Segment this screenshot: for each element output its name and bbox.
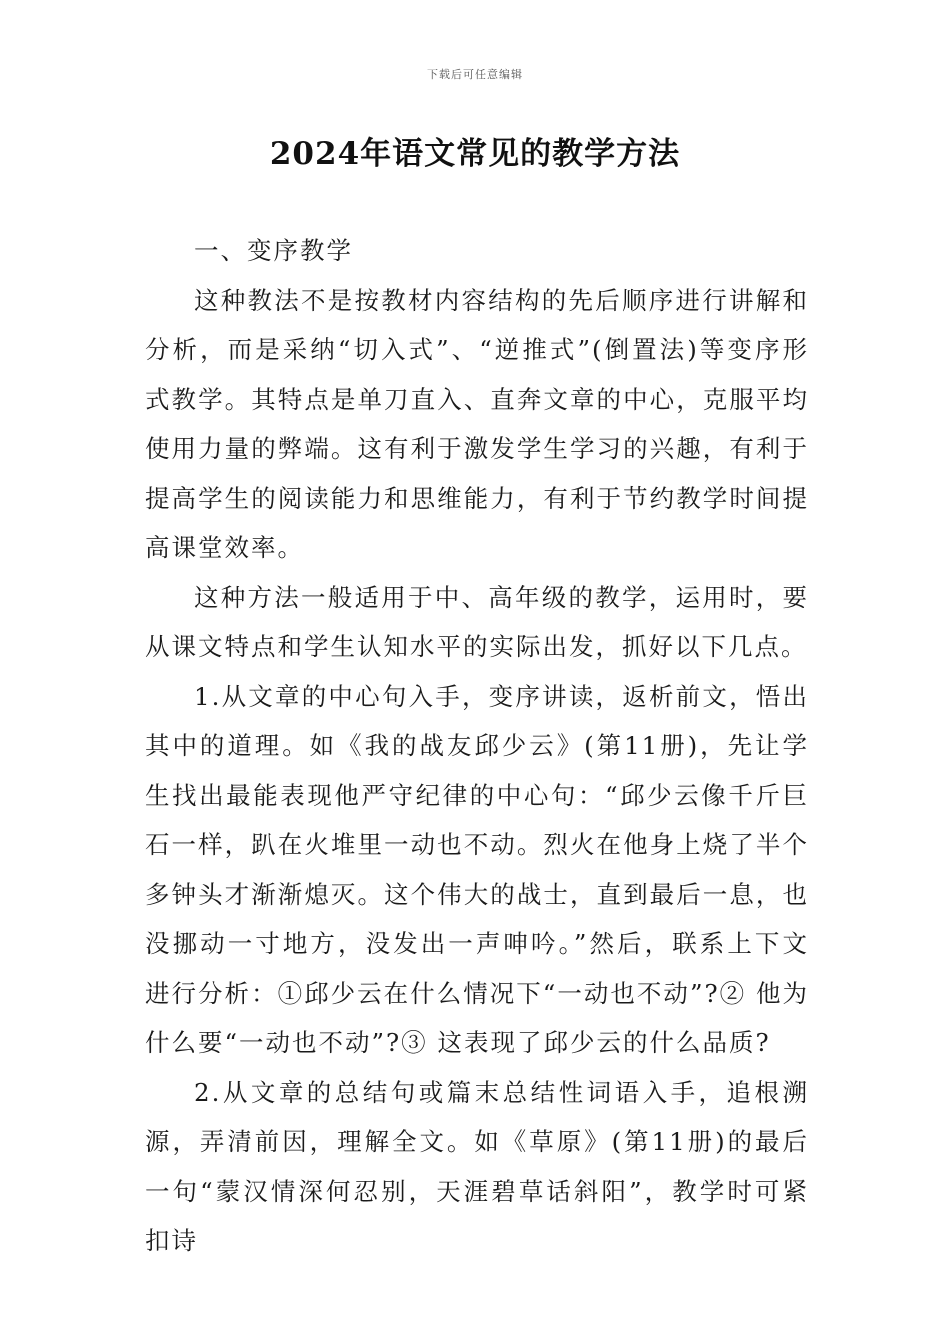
document-title: 2024年语文常见的教学方法 <box>269 136 681 172</box>
paragraph: 2.从文章的总结句或篇末总结性词语入手，追根溯源，弄清前因，理解全文。如《草原》(第11册)的最后一句“蒙汉情深何忍别，天涯碧草话斜阳”，教学时可紧扣诗 <box>145 1077 809 1255</box>
paragraph: 这种教法不是按教材内容结构的先后顺序进行讲解和分析，而是采纳“切入式”、“逆推式”(倒置法)等变序形式教学。其特点是单刀直入、直奔文章的中心，克服平均使用力量的弊端。这有利于激发学生学习的兴趣，有利于提高学生的阅读能力和思维能力，有利于节约教学时间提高课堂效率。 <box>145 285 809 562</box>
section-heading: 一、变序教学 <box>194 236 353 265</box>
paragraph: 1.从文章的中心句入手，变序讲读，返析前文，悟出其中的道理。如《我的战友邱少云》(第11册)，先让学生找出最能表现他严守纪律的中心句：“邱少云像千斤巨石一样，趴在火堆里一动也不动。烈火在他身上烧了半个多钟头才渐渐熄灭。这个伟大的战士，直到最后一息，也没挪动一寸地方，没发出一声呻吟。”然后，联系上下文进行分析：①邱少云在什么情况下“一动也不动”?② 他为什么要“一动也不动”?③ 这表现了邱少云的什么品质? <box>145 681 809 1057</box>
header-note: 下载后可任意编辑 <box>427 68 523 81</box>
document-body <box>145 226 809 1266</box>
paragraph: 这种方法一般适用于中、高年级的教学，运用时，要从课文特点和学生认知水平的实际出发，抓好以下几点。 <box>145 582 809 661</box>
